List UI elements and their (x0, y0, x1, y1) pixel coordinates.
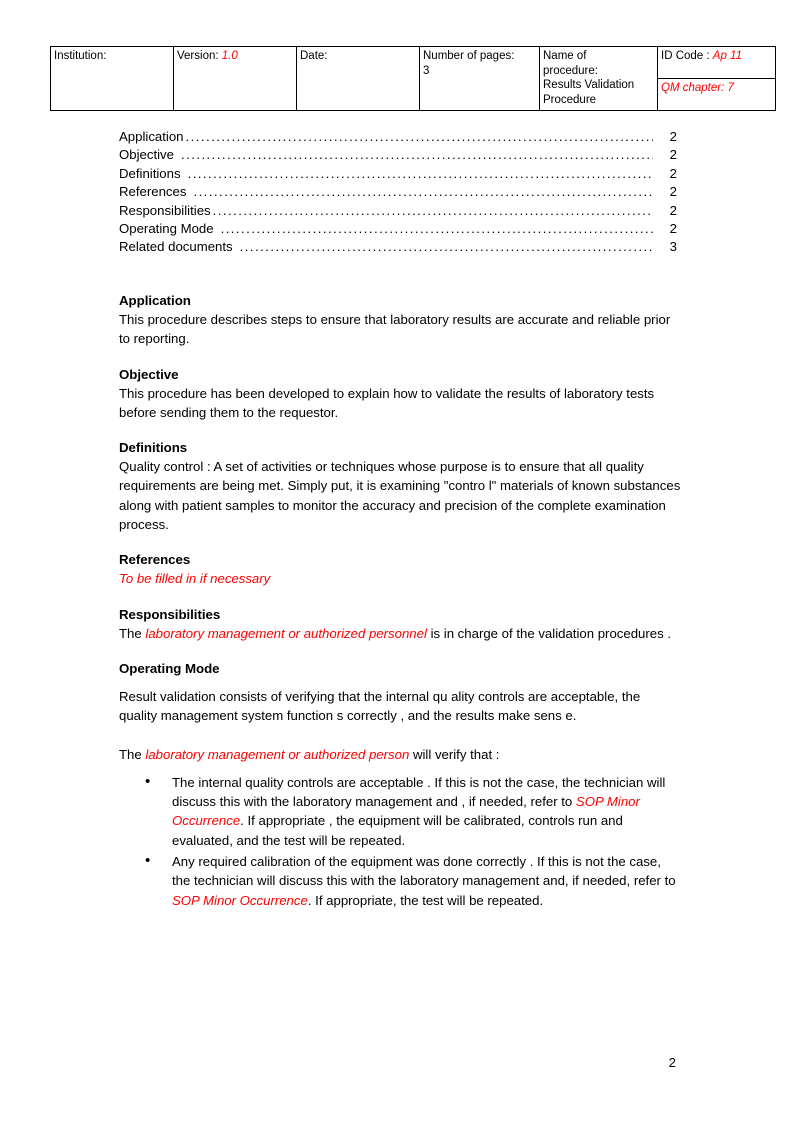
bullet-text-post: . If appropriate, the test will be repeated. (307, 892, 544, 908)
document-body (119, 292, 681, 912)
document-header-table (50, 46, 776, 111)
pages-value: 3 (423, 64, 430, 77)
spacer (119, 764, 681, 773)
operating-mode-text-pre: The (119, 746, 146, 762)
date-label: Date: (300, 50, 328, 62)
toc-entry-related-documents[interactable] (119, 238, 677, 256)
table-of-contents (119, 128, 677, 257)
page-number: 2 (668, 1055, 676, 1070)
id-code-cell (658, 47, 775, 79)
institution-label: Institution: (54, 50, 107, 62)
toc-page-number: 3 (669, 239, 677, 255)
paragraph-application: This procedure describes steps to ensure that laboratory results are accurate and reliable prior to reporting. (119, 312, 671, 347)
toc-entry-references[interactable] (119, 183, 677, 201)
cell-procedure-name (540, 47, 658, 111)
bullet-text-pre: The internal quality controls are acceptable . If this is not the case, the technician will discuss this with the laboratory management and , if needed, refer to (172, 774, 666, 810)
toc-page-number: 2 (669, 147, 677, 163)
operating-mode-text-post: will verify that : (409, 746, 500, 762)
toc-page-number: 2 (669, 184, 677, 200)
toc-label: Application (119, 129, 184, 144)
spacer (119, 349, 681, 366)
paragraph-definitions: Quality control : A set of activities or techniques whose purpose is to ensure that all quality requirements are being met. Simply put, it is examining "contro l" materials of known substances along with patient samples to monitor the accuracy and precision of the complete examination process. (119, 459, 681, 533)
toc-dot-leader (186, 128, 653, 146)
toc-entry-application[interactable] (119, 128, 677, 146)
toc-label: Definitions (119, 165, 181, 181)
toc-label: References (119, 184, 187, 200)
paragraph-responsibilities (119, 624, 681, 643)
list-item (119, 852, 681, 910)
cell-date (297, 47, 420, 111)
procedure-name-label-line1: Name of (543, 50, 587, 62)
responsibilities-role-text: laboratory management or authorized personnel (145, 625, 427, 641)
toc-entry-objective[interactable] (119, 146, 677, 164)
paragraph-operating-mode-1: Result validation consists of verifying that the internal qu ality controls are acceptable, the quality management system function s correctly , and the results make sens e. (119, 688, 641, 724)
spacer (119, 589, 681, 606)
pages-label: Number of pages: (423, 50, 515, 62)
id-code-label: ID Code : (661, 50, 710, 62)
heading-responsibilities: Responsibilities (119, 606, 221, 622)
references-placeholder-text: To be filled in if necessary (119, 571, 271, 587)
procedure-name-label-line2: procedure: (543, 64, 598, 77)
paragraph-objective: This procedure has been developed to explain how to validate the results of laboratory tests before sending them to the requestor. (119, 385, 655, 420)
heading-objective: Objective (119, 366, 179, 382)
cell-number-of-pages (420, 47, 540, 111)
responsibilities-text-pre: The (119, 625, 146, 641)
bullet-text-post: . If appropriate , the equipment will be calibrated, controls run and evaluated, and the test will be repeated. (172, 813, 623, 848)
qm-chapter-cell (658, 79, 775, 108)
bullet-text-pre: Any required calibration of the equipment was done correctly . If this is not the case, the technician will discuss this with the laboratory management and, if needed, refer to (172, 854, 676, 889)
toc-entry-responsibilities[interactable] (119, 202, 677, 220)
list-item (119, 773, 681, 850)
toc-page-number: 2 (669, 129, 677, 144)
heading-references: References (119, 552, 191, 568)
toc-page-number: 2 (669, 221, 677, 237)
spacer (119, 643, 681, 660)
toc-entry-definitions[interactable] (119, 165, 677, 183)
spacer (119, 422, 681, 439)
version-label: Version: (177, 50, 219, 62)
procedure-name-value-line1: Results Validation (543, 79, 635, 92)
heading-operating-mode: Operating Mode (119, 660, 220, 676)
cell-id-code-group (658, 47, 776, 111)
version-value: 1.0 (221, 50, 238, 62)
responsibilities-text-post: is in charge of the validation procedures . (426, 625, 672, 641)
qm-chapter-text: QM chapter: 7 (661, 82, 734, 94)
toc-page-number: 2 (669, 165, 677, 181)
procedure-name-value-line2: Procedure (543, 94, 597, 107)
toc-dot-leader (181, 146, 653, 164)
toc-label: Responsibilities (119, 202, 211, 218)
paragraph-references (119, 569, 681, 588)
spacer (119, 678, 681, 687)
toc-label: Operating Mode (119, 221, 214, 237)
toc-entry-operating-mode[interactable] (119, 220, 677, 238)
toc-dot-leader (221, 220, 653, 238)
toc-dot-leader (240, 238, 653, 256)
operating-mode-role-text: laboratory management or authorized person (145, 746, 410, 762)
toc-dot-leader (193, 183, 653, 201)
id-code-value: Ap 11 (712, 50, 742, 62)
toc-dot-leader (213, 202, 653, 220)
table-row (51, 47, 776, 111)
toc-label: Objective (119, 147, 174, 163)
bullet-sop-reference: SOP Minor Occurrence (172, 794, 640, 829)
operating-mode-bullet-list (119, 773, 681, 910)
toc-page-number: 2 (669, 202, 677, 218)
spacer (119, 726, 681, 745)
heading-definitions: Definitions (119, 440, 188, 456)
paragraph-operating-mode-2 (119, 745, 681, 764)
toc-label: Related documents (119, 239, 233, 255)
toc-dot-leader (188, 165, 653, 183)
spacer (119, 534, 681, 551)
cell-institution (51, 47, 174, 111)
bullet-sop-reference: SOP Minor Occurrence (172, 892, 308, 908)
heading-application: Application (119, 293, 191, 308)
cell-version (174, 47, 297, 111)
